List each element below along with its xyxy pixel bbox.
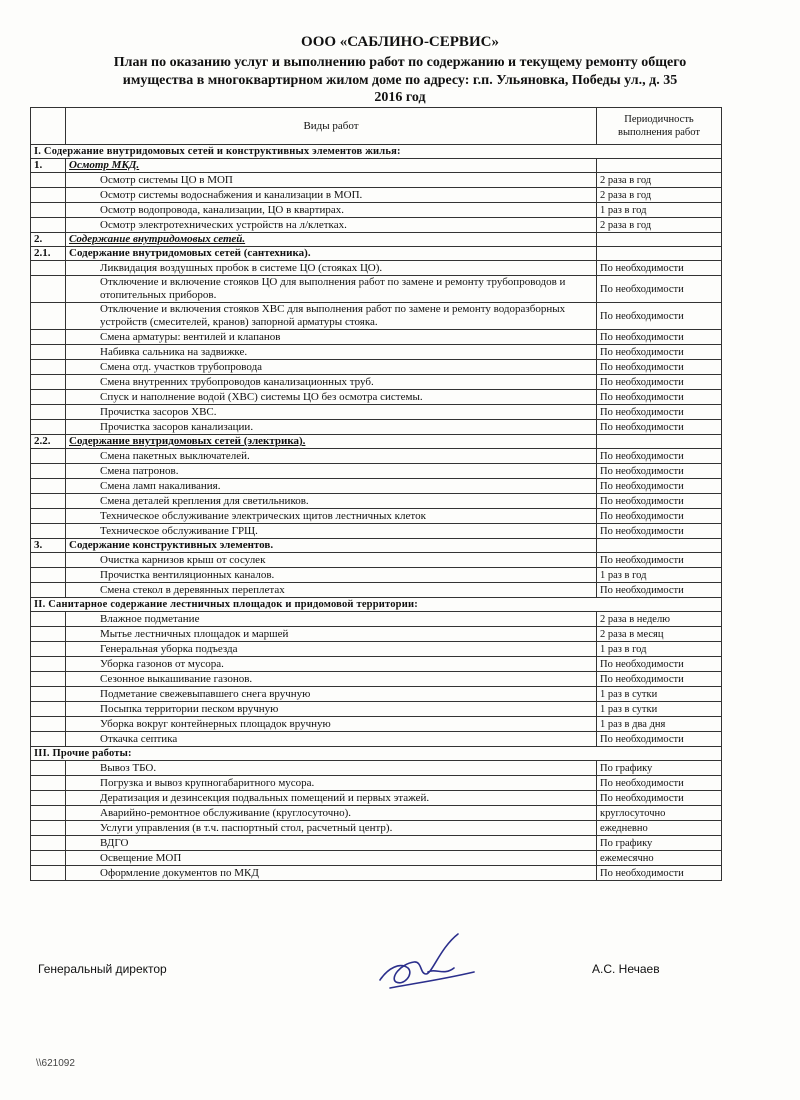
period-cell: круглосуточно: [597, 806, 722, 821]
period-cell: По необходимости: [597, 464, 722, 479]
row-number: [31, 821, 66, 836]
table-row: [31, 568, 722, 583]
table-row: [31, 836, 722, 851]
row-number: [31, 851, 66, 866]
period-cell: 1 раз в два дня: [597, 717, 722, 732]
table-row: [31, 732, 722, 747]
table-row: [31, 360, 722, 375]
table-row: [31, 509, 722, 524]
period-cell: По необходимости: [597, 390, 722, 405]
table-row: [31, 420, 722, 435]
table-row: [31, 776, 722, 791]
table-row: [31, 303, 722, 330]
work-cell: Набивка сальника на задвижке.: [66, 345, 597, 360]
row-number: [31, 405, 66, 420]
table-row: [31, 464, 722, 479]
period-cell: 2 раза в год: [597, 188, 722, 203]
period-cell: 2 раза в год: [597, 173, 722, 188]
row-number: [31, 612, 66, 627]
row-number: [31, 276, 66, 303]
period-cell: По необходимости: [597, 732, 722, 747]
work-cell: Смена пакетных выключателей.: [66, 449, 597, 464]
row-number: [31, 642, 66, 657]
period-cell: По необходимости: [597, 553, 722, 568]
period-cell: По необходимости: [597, 657, 722, 672]
work-cell: Отключение и включения стояков ХВС для выполнения работ по замене и ремонту водоразборных устройств (смесителей, кранов) запорной арматуры стояка.: [66, 303, 597, 330]
period-cell: 1 раз в год: [597, 642, 722, 657]
work-cell: Прочистка засоров канализации.: [66, 420, 597, 435]
row-number: [31, 761, 66, 776]
work-cell: Осмотр системы водоснабжения и канализации в МОП.: [66, 188, 597, 203]
table-row: [31, 345, 722, 360]
table-row: [31, 761, 722, 776]
period-cell: По необходимости: [597, 420, 722, 435]
row-number: [31, 717, 66, 732]
table-row: [31, 583, 722, 598]
work-cell: Откачка септика: [66, 732, 597, 747]
work-cell: Смена деталей крепления для светильников.: [66, 494, 597, 509]
row-number: [31, 494, 66, 509]
row-number: [31, 303, 66, 330]
table-row: [31, 449, 722, 464]
period-cell: 2 раза в месяц: [597, 627, 722, 642]
header-work-cell: Виды работ: [66, 108, 597, 145]
section-title: I. Содержание внутридомовых сетей и конструктивных элементов жилья:: [31, 145, 722, 159]
work-cell: Прочистка вентиляционных каналов.: [66, 568, 597, 583]
period-cell: По необходимости: [597, 345, 722, 360]
work-cell: Подметание свежевыпавшего снега вручную: [66, 687, 597, 702]
section-row: [31, 747, 722, 761]
subsection-row: [31, 539, 722, 553]
row-number: [31, 390, 66, 405]
row-number: [31, 464, 66, 479]
row-number: [31, 776, 66, 791]
period-cell: По графику: [597, 761, 722, 776]
period-cell: 2 раза в неделю: [597, 612, 722, 627]
signature-icon: [370, 928, 490, 998]
work-cell: Смена ламп накаливания.: [66, 479, 597, 494]
row-number: [31, 479, 66, 494]
work-cell: Сезонное выкашивание газонов.: [66, 672, 597, 687]
table-row: [31, 203, 722, 218]
table-row: [31, 330, 722, 345]
period-cell: По необходимости: [597, 276, 722, 303]
section-row: [31, 145, 722, 159]
row-number: [31, 732, 66, 747]
table-row: [31, 553, 722, 568]
work-cell: Уборка вокруг контейнерных площадок вручную: [66, 717, 597, 732]
section-title: III. Прочие работы:: [31, 747, 722, 761]
work-cell: Оформление документов по МКД: [66, 866, 597, 881]
row-number: [31, 188, 66, 203]
period-cell: По графику: [597, 836, 722, 851]
table-row: [31, 375, 722, 390]
table-row: [31, 717, 722, 732]
table-row: [31, 687, 722, 702]
row-number: [31, 702, 66, 717]
document-year: 2016 год: [374, 90, 426, 105]
table-row: [31, 791, 722, 806]
document-number: \\621092: [36, 1058, 75, 1069]
work-cell: Аварийно-ремонтное обслуживание (круглосуточно).: [66, 806, 597, 821]
period-cell: 2 раза в год: [597, 218, 722, 233]
period-cell: По необходимости: [597, 449, 722, 464]
row-number: [31, 261, 66, 276]
works-plan-table: [30, 107, 722, 881]
work-cell: Спуск и наполнение водой (ХВС) системы ЦО без осмотра системы.: [66, 390, 597, 405]
period-cell: По необходимости: [597, 261, 722, 276]
signer-name: А.С. Нечаев: [592, 962, 660, 976]
table-row: [31, 479, 722, 494]
table-row: [31, 806, 722, 821]
work-cell: ВДГО: [66, 836, 597, 851]
table-row: [31, 405, 722, 420]
row-number: [31, 568, 66, 583]
period-cell: 1 раз в сутки: [597, 687, 722, 702]
row-number: 2.2.: [31, 435, 66, 449]
table-row: [31, 672, 722, 687]
row-number: [31, 420, 66, 435]
row-number: [31, 330, 66, 345]
work-cell: Содержание внутридомовых сетей.: [66, 233, 597, 247]
work-cell: Посыпка территории песком вручную: [66, 702, 597, 717]
work-cell: Смена внутренних трубопроводов канализационных труб.: [66, 375, 597, 390]
row-number: [31, 687, 66, 702]
row-number: [31, 173, 66, 188]
table-row: [31, 821, 722, 836]
table-row: [31, 866, 722, 881]
work-cell: Отключение и включение стояков ЦО для выполнения работ по замене и ремонту трубопроводов и отопительных приборов.: [66, 276, 597, 303]
work-cell: Смена патронов.: [66, 464, 597, 479]
work-cell: Техническое обслуживание ГРЩ.: [66, 524, 597, 539]
section-row: [31, 598, 722, 612]
work-cell: Освещение МОП: [66, 851, 597, 866]
work-cell: Содержание внутридомовых сетей (электрика).: [66, 435, 597, 449]
work-cell: Содержание внутридомовых сетей (сантехника).: [66, 247, 597, 261]
period-cell: [597, 233, 722, 247]
row-number: [31, 806, 66, 821]
subsection-row: [31, 159, 722, 173]
subsection-row: [31, 247, 722, 261]
subsection-row: [31, 233, 722, 247]
work-cell: Очистка карнизов крыш от сосулек: [66, 553, 597, 568]
work-cell: Уборка газонов от мусора.: [66, 657, 597, 672]
title-line-2: имущества в многоквартирном жилом доме по адресу: г.п. Ульяновка, Победы ул., д. 35: [122, 73, 678, 88]
section-title: II. Санитарное содержание лестничных площадок и придомовой территории:: [31, 598, 722, 612]
period-cell: [597, 539, 722, 553]
work-cell: Осмотр водопровода, канализации, ЦО в квартирах.: [66, 203, 597, 218]
period-cell: ежедневно: [597, 821, 722, 836]
period-cell: По необходимости: [597, 330, 722, 345]
work-cell: Техническое обслуживание электрических щитов лестничных клеток: [66, 509, 597, 524]
table-header-row: [31, 108, 722, 145]
period-cell: 1 раз в год: [597, 568, 722, 583]
organization-name: ООО «САБЛИНО-СЕРВИС»: [301, 34, 499, 50]
period-cell: По необходимости: [597, 405, 722, 420]
table-row: [31, 494, 722, 509]
period-cell: По необходимости: [597, 776, 722, 791]
row-number: [31, 657, 66, 672]
period-cell: По необходимости: [597, 360, 722, 375]
row-number: [31, 627, 66, 642]
period-cell: По необходимости: [597, 672, 722, 687]
row-number: [31, 449, 66, 464]
row-number: [31, 509, 66, 524]
table-row: [31, 612, 722, 627]
title-line-1: План по оказанию услуг и выполнению работ по содержанию и текущему ремонту общего: [113, 55, 687, 70]
work-cell: Ликвидация воздушных пробок в системе ЦО (стояках ЦО).: [66, 261, 597, 276]
header-num-cell: [31, 108, 66, 145]
table-row: [31, 276, 722, 303]
work-cell: Осмотр МКД.: [66, 159, 597, 173]
document-title: [0, 54, 800, 90]
period-cell: По необходимости: [597, 375, 722, 390]
work-cell: Смена отд. участков трубопровода: [66, 360, 597, 375]
period-cell: ежемесячно: [597, 851, 722, 866]
work-cell: Осмотр электротехнических устройств на л/клетках.: [66, 218, 597, 233]
work-cell: Прочистка засоров ХВС.: [66, 405, 597, 420]
period-cell: 1 раз в сутки: [597, 702, 722, 717]
period-cell: [597, 435, 722, 449]
work-cell: Погрузка и вывоз крупногабаритного мусора.: [66, 776, 597, 791]
row-number: 2.1.: [31, 247, 66, 261]
work-cell: Смена арматуры: вентилей и клапанов: [66, 330, 597, 345]
table-row: [31, 173, 722, 188]
row-number: 3.: [31, 539, 66, 553]
row-number: [31, 553, 66, 568]
period-cell: По необходимости: [597, 509, 722, 524]
row-number: [31, 583, 66, 598]
row-number: [31, 218, 66, 233]
period-cell: По необходимости: [597, 524, 722, 539]
row-number: 2.: [31, 233, 66, 247]
work-cell: Вывоз ТБО.: [66, 761, 597, 776]
work-cell: Дератизация и дезинсекция подвальных помещений и первых этажей.: [66, 791, 597, 806]
header-period-cell: Периодичность выполнения работ: [597, 108, 722, 145]
work-cell: Генеральная уборка подъезда: [66, 642, 597, 657]
table-row: [31, 702, 722, 717]
table-row: [31, 390, 722, 405]
work-cell: Влажное подметание: [66, 612, 597, 627]
period-cell: По необходимости: [597, 791, 722, 806]
row-number: [31, 345, 66, 360]
work-cell: Содержание конструктивных элементов.: [66, 539, 597, 553]
row-number: [31, 360, 66, 375]
subsection-row: [31, 435, 722, 449]
row-number: [31, 672, 66, 687]
work-cell: Мытье лестничных площадок и маршей: [66, 627, 597, 642]
table-row: [31, 657, 722, 672]
period-cell: По необходимости: [597, 866, 722, 881]
table-row: [31, 851, 722, 866]
row-number: [31, 203, 66, 218]
period-cell: [597, 247, 722, 261]
work-cell: Осмотр системы ЦО в МОП: [66, 173, 597, 188]
work-cell: Смена стекол в деревянных переплетах: [66, 583, 597, 598]
table-row: [31, 642, 722, 657]
row-number: [31, 524, 66, 539]
row-number: 1.: [31, 159, 66, 173]
row-number: [31, 836, 66, 851]
period-cell: По необходимости: [597, 303, 722, 330]
table-row: [31, 524, 722, 539]
period-cell: По необходимости: [597, 479, 722, 494]
row-number: [31, 791, 66, 806]
table-row: [31, 261, 722, 276]
signer-position: Генеральный директор: [38, 962, 167, 976]
period-cell: [597, 159, 722, 173]
period-cell: По необходимости: [597, 583, 722, 598]
table-row: [31, 218, 722, 233]
table-row: [31, 188, 722, 203]
work-cell: Услуги управления (в т.ч. паспортный стол, расчетный центр).: [66, 821, 597, 836]
row-number: [31, 866, 66, 881]
period-cell: 1 раз в год: [597, 203, 722, 218]
row-number: [31, 375, 66, 390]
period-cell: По необходимости: [597, 494, 722, 509]
table-row: [31, 627, 722, 642]
